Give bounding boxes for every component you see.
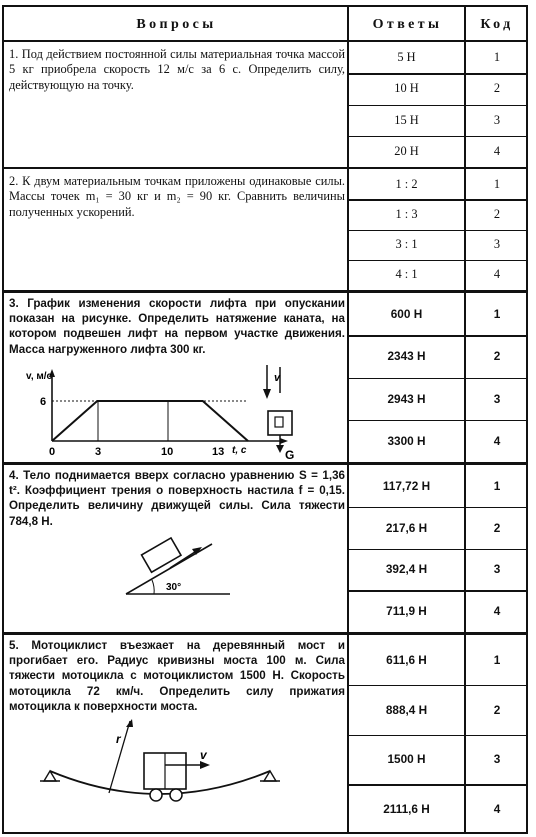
code-3-4: 4: [493, 433, 501, 448]
code-4-1: 1: [493, 478, 501, 493]
graph-x-tick-2: 10: [161, 446, 174, 458]
answer-3-1: 600 Н: [390, 307, 423, 322]
code-3-1: 1: [493, 307, 501, 322]
code-1-4: 4: [493, 143, 501, 158]
code-2-1: 1: [493, 176, 501, 191]
arrow-v-label: v: [274, 372, 281, 384]
answer-4-3: 392,4 Н: [385, 562, 428, 577]
code-4-4: 4: [493, 604, 501, 619]
code-5-4: 4: [493, 802, 501, 817]
graph-y-tick: 6: [40, 396, 47, 408]
question-3: 3. График изменения скорости лифта при опускании показан на рисунке. Определить натяжение каната, на котором подвешен лифт на первом участке движения. Масса нагруженного лифта 300 кг.: [9, 297, 345, 356]
answer-5-3: 1500 Н: [387, 752, 426, 767]
answer-2-1: 1 : 2: [395, 176, 418, 191]
answer-5-2: 888,4 Н: [385, 702, 428, 717]
code-3-2: 2: [493, 349, 501, 364]
radius-label: r: [116, 732, 121, 746]
incline-angle: 30°: [166, 582, 182, 593]
arrow-g-label: G: [285, 448, 295, 462]
graph-ylabel: v, м/с: [26, 371, 53, 382]
answer-1-2: 10 Н: [394, 81, 419, 96]
answer-3-3: 2943 Н: [387, 391, 426, 406]
velocity-curve: [52, 401, 248, 441]
question-5: 5. Мотоциклист въезжает на деревянный мост и прогибает его. Радиус кривизны моста 100 м. Сила тяжести мотоцикла с мотоциклистом 1500 Н. Скорость мотоцикла 72 км/ч. Определить силу прижатия мотоцикла к поверхности моста.: [9, 639, 345, 713]
graph-x-tick-1: 3: [95, 446, 102, 458]
graph-x-tick-3: 13: [212, 446, 225, 458]
question-1: 1. Под действием постоянной силы материальная точка массой 5 кг приобрела скорость 12 м/с за 6 с. Определить силу, действующую на точку.: [9, 47, 345, 92]
answer-5-1: 611,6 Н: [386, 652, 427, 667]
answer-1-3: 15 Н: [394, 112, 419, 127]
header-answers: Ответы: [372, 17, 443, 32]
code-4-3: 3: [493, 562, 501, 577]
code-1-3: 3: [493, 112, 501, 127]
question-4: 4. Тело поднимается вверх согласно уравнению S = 1,36 t². Коэффициент трения о поверхность настила f = 0,15. Определить величину движущей силы. Сила тяжести 784,8 Н.: [9, 469, 345, 528]
answer-table: [2, 5, 528, 834]
code-4-2: 2: [493, 520, 501, 535]
code-5-1: 1: [493, 652, 501, 667]
answer-4-2: 217,6 Н: [385, 520, 428, 535]
code-2-3: 3: [493, 237, 501, 252]
code-1-1: 1: [493, 50, 501, 65]
header-code: Код: [480, 17, 514, 32]
answer-2-3: 3 : 1: [395, 237, 418, 252]
answer-4-1: 117,72 Н: [382, 478, 431, 493]
code-5-3: 3: [493, 752, 501, 767]
answer-4-4: 711,9 Н: [386, 604, 427, 619]
bridge-figure: [34, 719, 294, 809]
graph-x-tick-0: 0: [49, 446, 56, 458]
velocity-label: v: [200, 748, 207, 762]
incline-figure: [114, 532, 244, 602]
code-2-4: 4: [493, 267, 501, 282]
code-2-2: 2: [493, 206, 501, 221]
answer-5-4: 2111,6 Н: [383, 802, 430, 817]
answer-2-4: 4 : 1: [395, 267, 418, 282]
code-1-2: 2: [493, 81, 501, 96]
code-3-3: 3: [493, 391, 501, 406]
question-2: 2. К двум материальным точкам приложены одинаковые силы. Массы точек m₁ = 30 кг и m₂ = 90 кг. Сравнить величины полученных ускорений.: [9, 174, 345, 219]
answer-1-1: 5 Н: [397, 50, 416, 65]
code-5-2: 2: [493, 702, 501, 717]
graph-xlabel: t, c: [232, 445, 247, 456]
header-questions: Вопросы: [136, 17, 217, 32]
answer-3-4: 3300 Н: [387, 433, 426, 448]
answer-2-2: 1 : 3: [395, 206, 418, 221]
answer-3-2: 2343 Н: [387, 349, 426, 364]
velocity-graph: [4, 367, 304, 462]
answer-1-4: 20 Н: [394, 143, 419, 158]
